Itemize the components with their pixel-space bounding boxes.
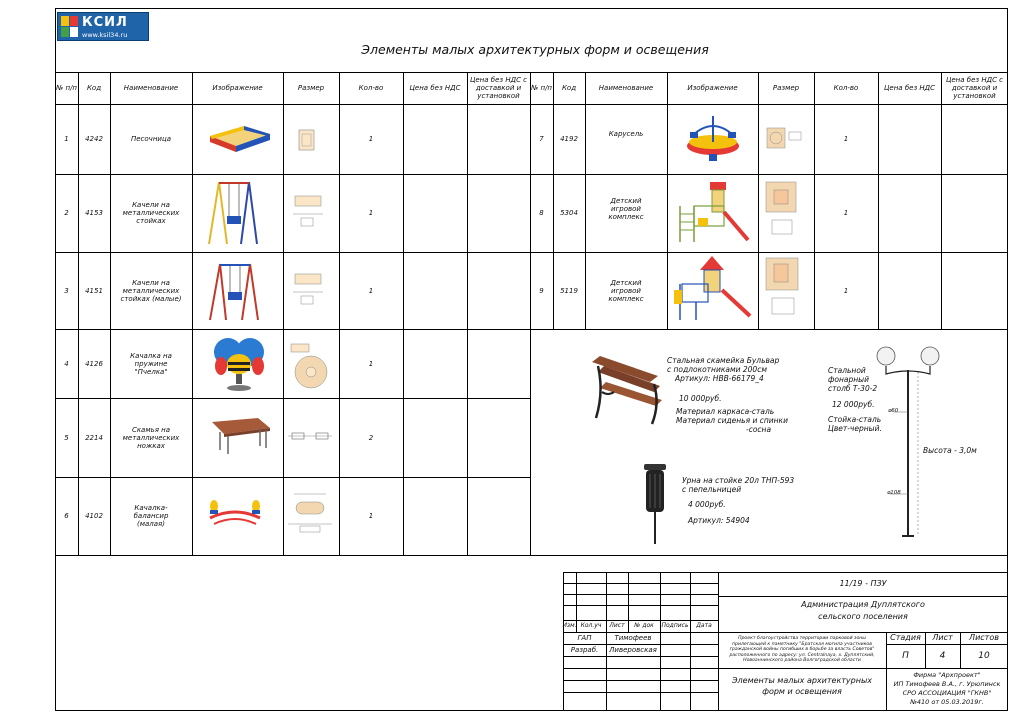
stamp-org1: Администрация Дуплятского [801, 600, 925, 609]
steel-bench-image [588, 352, 666, 424]
row-line [55, 555, 1008, 556]
cell-num: 3 [64, 286, 69, 295]
header-price: Цена без НДС [883, 84, 936, 92]
stamp-line [563, 594, 718, 595]
stamp-col [690, 572, 691, 711]
header-code: Код [86, 84, 102, 92]
stamp-role2: Разраб. [570, 646, 599, 654]
cell-code: 4153 [85, 209, 103, 217]
lamp-height: Высота - 3,0м [923, 446, 977, 455]
stamp-sheets-label: Листов [969, 633, 999, 642]
stamp-line [563, 692, 718, 693]
cell-num: 6 [64, 512, 69, 520]
stamp-org2: сельского поселения [818, 612, 908, 621]
stamp-line [563, 605, 718, 606]
stamp-line [563, 656, 718, 657]
stamp-line [718, 596, 1008, 597]
stamp-sheet: 4 [939, 651, 946, 661]
cell-code: 4102 [85, 512, 103, 520]
header-name: Наименование [598, 84, 654, 92]
cell-code: 4126 [85, 359, 103, 368]
lamp-mat2: Цвет-черный. [828, 424, 882, 433]
bee-rocker-plan-image [287, 340, 333, 392]
cell-qty: 1 [368, 512, 374, 520]
stamp-name2: Ливеровская [609, 646, 657, 654]
stamp-sheets: 10 [978, 651, 990, 661]
lamp-line3: столб Т-30-2 [828, 384, 878, 393]
header-price-full: Цена без НДС с доставкой и установкой [945, 76, 1004, 100]
bench-mat2: Материал сиденья и спинки [676, 416, 788, 425]
swing-plan-image [291, 190, 325, 232]
sandbox-plan-image [296, 126, 318, 154]
logo-mark-icon [61, 16, 79, 38]
cell-qty: 2 [368, 433, 374, 442]
lamp-price: 12 000руб. [832, 400, 875, 409]
bench-mat1: Материал каркаса-сталь [676, 407, 775, 416]
cell-name: Качели на металлических стойках (малые) [120, 278, 182, 303]
col-line [758, 72, 759, 329]
header-price-full: Цена без НДС с доставкой и установкой [469, 76, 528, 100]
swing-small-plan-image [291, 268, 325, 310]
header-qty: Кол-во [833, 84, 859, 92]
carousel-image [682, 112, 744, 164]
row-line [55, 329, 1008, 330]
bench-mat3: -сосна [746, 425, 772, 434]
col-line [667, 72, 668, 329]
play-complex-2-plan-image [764, 256, 808, 320]
urn-line2: с пепельницей [682, 485, 742, 494]
stamp-role1: ГАП [577, 634, 592, 642]
stamp-name1: Тимофеев [614, 634, 652, 642]
stamp-h-date: Дата [696, 622, 712, 629]
stamp-h-sign: Подпись [661, 622, 689, 629]
header-name: Наименование [123, 84, 179, 92]
cell-name: Песочница [130, 135, 172, 143]
lamp-info [828, 366, 877, 393]
lamp-line2: фонарный [828, 375, 869, 384]
swing-small-image [206, 260, 262, 322]
bench-article: Артикул: НВВ-66179_4 [675, 374, 764, 383]
header-size: Размер [297, 84, 325, 92]
stamp-col [660, 572, 661, 711]
stamp-drawing2: форм и освещения [762, 687, 842, 696]
bench-material [676, 407, 788, 434]
stamp-code: 11/19 - ПЗУ [839, 579, 887, 588]
logo-brand: КСИЛ [82, 15, 128, 30]
seesaw-image [204, 492, 266, 532]
cell-num: 8 [539, 209, 544, 217]
urn-image [640, 460, 672, 546]
cell-code: 4242 [85, 135, 103, 143]
cell-qty: 1 [843, 135, 849, 143]
stamp-firm4: №410 от 05.03.2019г. [910, 697, 984, 706]
cell-name: Качалка на пружине "Пчелка" [130, 351, 172, 376]
stamp-line [563, 583, 718, 584]
stamp-stage-label: Стадия [890, 633, 921, 642]
cell-qty: 1 [368, 135, 374, 143]
lamp-line1: Стальной [828, 366, 866, 375]
bench-price: 10 000руб. [679, 394, 722, 403]
cell-code: 5304 [560, 209, 578, 217]
cell-num: 9 [539, 286, 544, 295]
cell-name: Качалка-балансир (малая) [133, 504, 169, 528]
cell-code: 4192 [560, 135, 578, 143]
bench-info [667, 356, 779, 383]
stamp-h-doc: № док [634, 622, 654, 629]
col-line [283, 72, 284, 555]
stamp-drawing1: Элементы малых архитектурных [731, 676, 873, 685]
cell-num: 7 [539, 135, 544, 143]
seesaw-plan-image [286, 490, 334, 536]
swing-image [203, 178, 263, 246]
bench-image [208, 414, 272, 456]
carousel-plan-image [765, 126, 805, 152]
play-complex-image [674, 176, 754, 246]
cell-num: 5 [64, 433, 69, 442]
stamp-line [563, 572, 1008, 573]
logo-url: www.ksil34.ru [82, 31, 128, 39]
header-num: № п/п [55, 84, 78, 92]
cell-code: 5119 [560, 286, 578, 295]
header-image: Изображение [212, 84, 263, 92]
play-complex-plan-image [764, 180, 806, 240]
bench-plan-image [286, 428, 334, 444]
lamp-dim2: ⌀108 [887, 490, 901, 496]
cell-name: Детский игровой комплекс [608, 278, 644, 303]
col-line [192, 72, 193, 555]
sandbox-image [204, 122, 274, 154]
play-complex-2-image [670, 254, 756, 324]
stamp-h-izm: Изм. [562, 622, 577, 629]
cell-name: Качели на металлических стойках [122, 201, 180, 225]
stamp-h-list: Лист [609, 622, 625, 629]
cell-name: Скамья на металлических ножках [122, 425, 180, 450]
stamp-line [563, 668, 1008, 669]
stamp-h-koluch: Кол.уч [580, 622, 602, 629]
stamp-sheet-label: Лист [932, 633, 953, 642]
stamp-line [563, 680, 718, 681]
bench-line2: с подлокотниками 200см [667, 365, 767, 374]
street-lamp-image [874, 342, 944, 542]
urn-line1: Урна на стойке 20л ТНП-593 [682, 476, 795, 485]
urn-price: 4 000руб. [688, 500, 726, 509]
stamp-firm3: СРО АССОЦИАЦИЯ "ГКНВ" [902, 688, 992, 697]
bench-line1: Стальная скамейка Бульвар [667, 356, 780, 365]
lamp-mat1: Стойка-сталь [828, 415, 882, 424]
lamp-dim1: ⌀60 [888, 408, 899, 414]
col-line [403, 72, 404, 555]
cell-code: 2214 [85, 433, 103, 442]
header-image: Изображение [687, 84, 738, 92]
header-num: № п/п [530, 84, 553, 92]
cell-qty: 1 [843, 209, 849, 217]
header-code: Код [561, 84, 577, 92]
col-line [941, 72, 942, 329]
cell-num: 4 [64, 359, 69, 368]
urn-info [682, 476, 794, 494]
bee-rocker-image [208, 334, 270, 392]
cell-qty: 1 [368, 209, 374, 217]
cell-num: 2 [64, 209, 69, 217]
cell-num: 1 [64, 135, 69, 143]
header-qty: Кол-во [358, 84, 384, 92]
stamp-project: Проект благоустройства территории парковой зоны прилегающей к памятнику "Братская могила участников гражданской войны погибших в борьбе за власть Советов" расположенного по адресу: ул. Centralnaya, х. Дуплятский, Новоаннинского района Волгоградской области [729, 636, 875, 664]
page-title: Элементы малых архитектурных форм и освещения [361, 42, 709, 57]
stamp-firm1: Фирма "Архпроект" [913, 670, 981, 679]
cell-name: Карусель [608, 130, 644, 138]
stamp-firm2: ИП Тимофеев В.А., г. Урюпинск [893, 679, 1001, 688]
col-line [878, 72, 879, 329]
cell-name: Детский игровой комплекс [608, 197, 644, 221]
header-size: Размер [772, 84, 800, 92]
cell-qty: 1 [368, 286, 374, 295]
cell-qty: 1 [843, 286, 849, 295]
stamp-stage: П [902, 651, 909, 661]
urn-article: Артикул: 54904 [688, 516, 750, 525]
cell-code: 4151 [85, 286, 103, 295]
col-line [467, 72, 468, 555]
cell-qty: 1 [368, 359, 374, 368]
ksil-logo [57, 12, 149, 41]
header-price: Цена без НДС [409, 84, 461, 92]
